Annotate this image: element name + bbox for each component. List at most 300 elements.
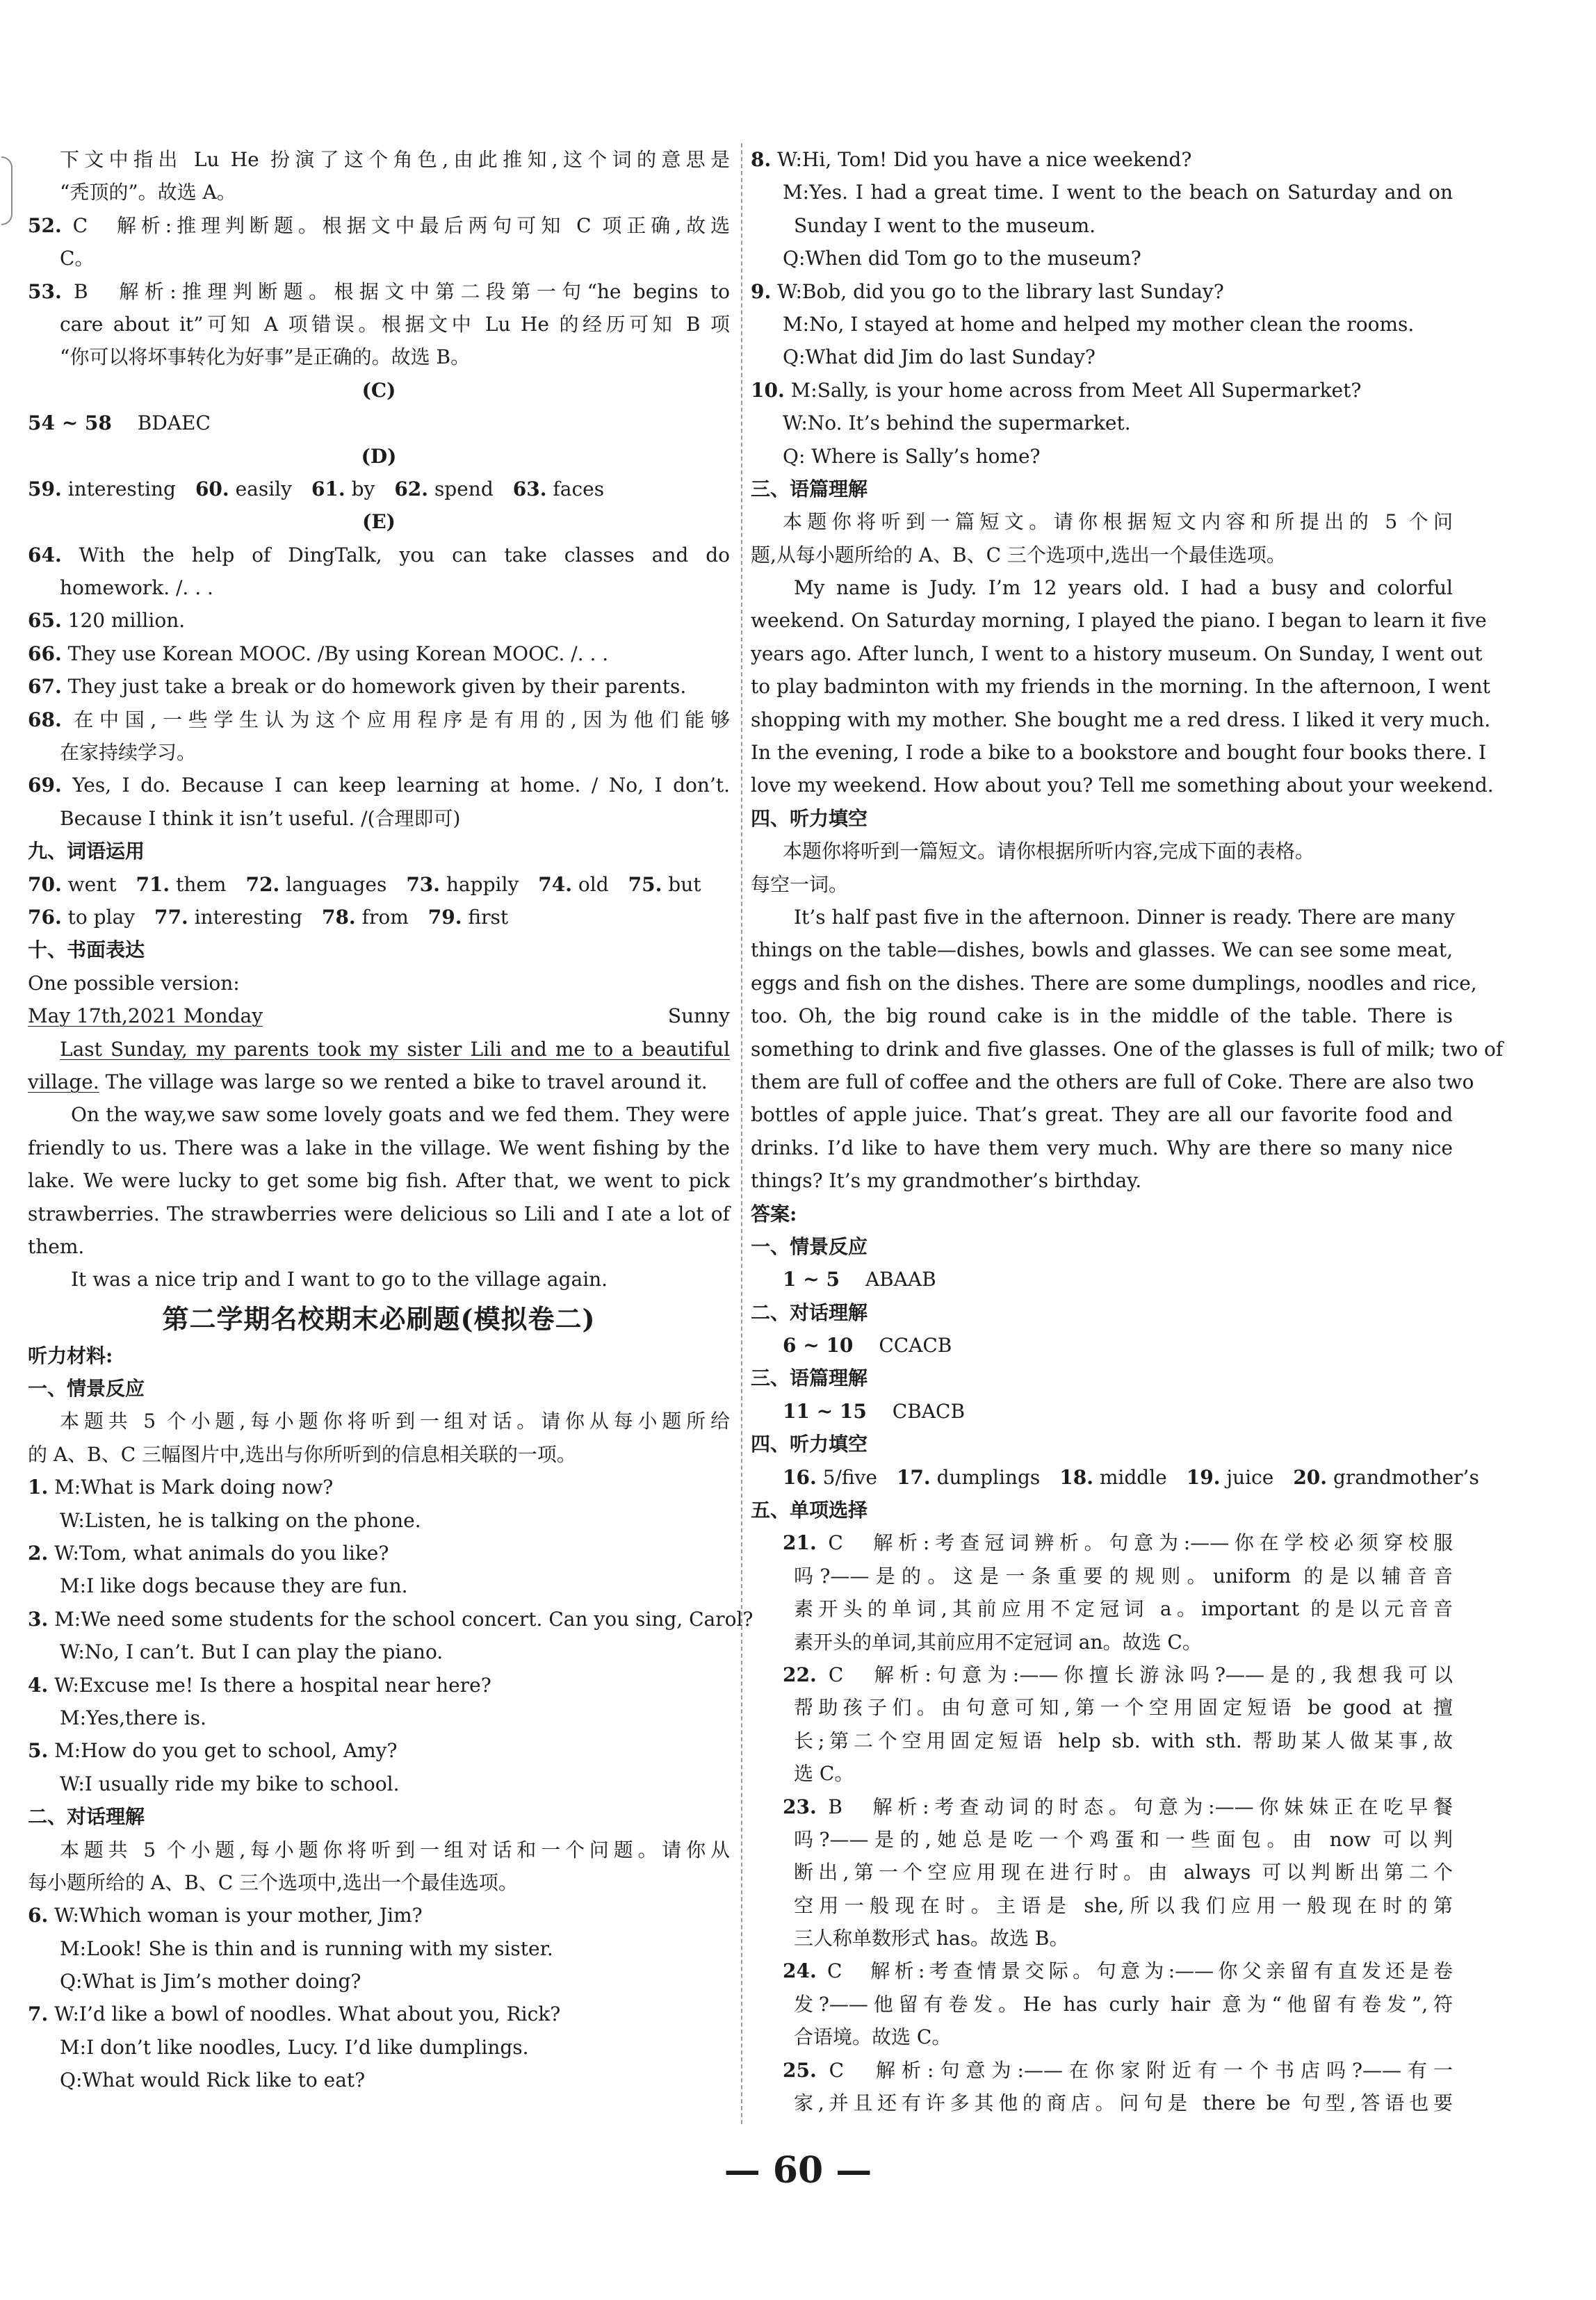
item-number: 73. bbox=[406, 872, 441, 896]
text-line bbox=[28, 1669, 730, 1702]
text-line bbox=[751, 1889, 1453, 1922]
text-span: W:Tom, what animals do you like? bbox=[54, 1542, 389, 1565]
section-heading bbox=[28, 835, 730, 867]
text-line bbox=[28, 802, 730, 835]
item-number: 79. bbox=[427, 905, 462, 929]
section-title: 第二学期名校期末必刷题(模拟卷二) bbox=[162, 1303, 596, 1335]
text-span: Q: Where is Sally’s home? bbox=[783, 444, 1041, 468]
item-number: 74. bbox=[538, 872, 572, 896]
text-line bbox=[28, 1866, 730, 1899]
text-line bbox=[28, 2064, 730, 2096]
text-span: 合语境。故选 C。 bbox=[794, 2025, 952, 2049]
text-line bbox=[751, 604, 1487, 637]
item-number: 8. bbox=[751, 148, 772, 171]
item-number: 3. bbox=[28, 1607, 49, 1631]
item-number: 6. bbox=[28, 1904, 49, 1927]
item-number: 2. bbox=[28, 1542, 49, 1565]
section-heading bbox=[751, 1428, 1453, 1460]
text-line bbox=[751, 2021, 1453, 2053]
text-span: 在中国,一些学生认为这个应用程序是有用的,因为他们能够 bbox=[74, 708, 730, 731]
text-line bbox=[28, 769, 730, 801]
text-line bbox=[28, 1932, 730, 1965]
text-span: 本题共 5 个小题,每小题你将听到一组对话。请你从每小题所给 bbox=[60, 1410, 730, 1433]
text-line bbox=[28, 1636, 730, 1668]
section-heading bbox=[28, 1800, 730, 1833]
text-span: 一、情景反应 bbox=[751, 1234, 868, 1258]
text-line bbox=[751, 2087, 1453, 2119]
text-line bbox=[28, 1899, 730, 1932]
text-span: 选 C。 bbox=[794, 1762, 854, 1786]
text-span: 5/five bbox=[822, 1465, 897, 1489]
text-span: spend bbox=[434, 477, 513, 500]
text-span: ABAAB bbox=[845, 1268, 936, 1291]
text-span: village. bbox=[28, 1070, 99, 1093]
text-span: weekend. On Saturday morning, I played the piano. I began to learn it five bbox=[751, 609, 1487, 633]
text-span: happily bbox=[446, 872, 539, 896]
text-line bbox=[28, 1000, 730, 1032]
text-span: lake. We were lucky to get some big fish. After that, we went to pick bbox=[28, 1169, 730, 1193]
text-span: them bbox=[176, 872, 246, 896]
text-span: friendly to us. There was a lake in the village. We went fishing by the bbox=[28, 1136, 730, 1159]
text-span: 二、对话理解 bbox=[28, 1805, 145, 1829]
text-span: “秃顶的”。故选 A。 bbox=[60, 181, 236, 204]
item-number: 20. bbox=[1293, 1465, 1328, 1489]
text-line bbox=[751, 505, 1453, 538]
text-line bbox=[751, 1164, 1453, 1197]
text-line bbox=[28, 473, 730, 505]
text-line bbox=[751, 901, 1453, 933]
text-span: 发?——他留有卷发。He has curly hair 意为“他留有卷发”,符 bbox=[794, 1992, 1453, 2016]
text-line bbox=[28, 1998, 730, 2030]
text-span: With the help of DingTalk, you can take classes and do bbox=[79, 543, 730, 566]
text-span: CCACB bbox=[859, 1334, 952, 1357]
text-line bbox=[28, 967, 730, 1000]
text-span: M:What is Mark doing now? bbox=[54, 1476, 334, 1499]
binding-mark bbox=[1, 156, 13, 225]
text-line bbox=[751, 308, 1453, 341]
item-number: 65. bbox=[28, 609, 62, 633]
text-span: Yes, I do. Because I can keep learning at home. / No, I don’t. bbox=[72, 774, 730, 797]
text-span: 听力材料: bbox=[28, 1344, 113, 1367]
text-line bbox=[751, 1592, 1453, 1625]
diary-date: May 17th,2021 Monday bbox=[28, 1004, 263, 1028]
text-span: 答案: bbox=[751, 1202, 797, 1225]
text-span: but bbox=[668, 872, 701, 896]
item-number: 1 ~ 5 bbox=[783, 1268, 840, 1291]
text-span: 家,并且还有许多其他的商店。问句是 there be 句型,答语也要 bbox=[794, 2091, 1453, 2115]
item-number: 66. bbox=[28, 642, 62, 665]
item-number: 69. bbox=[28, 774, 62, 797]
text-line bbox=[751, 407, 1453, 439]
text-span: 九、词语运用 bbox=[28, 840, 145, 863]
text-line bbox=[28, 143, 730, 176]
text-span: 空用一般现在时。主语是 she,所以我们应用一般现在时的第 bbox=[794, 1893, 1453, 1917]
text-span: B 解析:推理判断题。根据文中第二段第一句“he begins to bbox=[74, 279, 730, 303]
text-span: M:Sally, is your home across from Meet All Supermarket? bbox=[790, 378, 1362, 402]
text-span: 一、情景反应 bbox=[28, 1377, 145, 1401]
text-span: them. bbox=[28, 1234, 85, 1258]
text-line bbox=[751, 933, 1453, 966]
text-line bbox=[751, 1395, 1453, 1428]
text-span: W:Which woman is your mother, Jim? bbox=[54, 1904, 423, 1927]
text-line bbox=[751, 1922, 1453, 1955]
text-line bbox=[28, 604, 730, 637]
text-line bbox=[751, 1000, 1453, 1032]
item-number: 53. bbox=[28, 279, 62, 303]
item-number: 78. bbox=[321, 905, 356, 929]
text-span: strawberries. The strawberries were delicious so Lili and I ate a lot of bbox=[28, 1202, 730, 1225]
text-span: care about it”可知 A 项错误。根据文中 Lu He 的经历可知 B 项 bbox=[60, 312, 730, 336]
text-span: Sunday I went to the museum. bbox=[794, 213, 1096, 237]
item-number: 64. bbox=[28, 543, 62, 566]
text-line bbox=[751, 2054, 1453, 2087]
text-line bbox=[28, 901, 730, 933]
item-number: 16. bbox=[783, 1465, 817, 1489]
text-span: 的 A、B、C 三幅图片中,选出与你所听到的信息相关联的一项。 bbox=[28, 1442, 576, 1466]
text-span: W:No. It’s behind the supermarket. bbox=[783, 411, 1131, 435]
text-line bbox=[751, 637, 1483, 670]
text-span: C 解析:句意为:——在你家附近有一个书店吗?——有一 bbox=[829, 2058, 1453, 2082]
text-span: C 解析:推理判断题。根据文中最后两句可知 C 项正确,故选 bbox=[72, 213, 730, 237]
text-line bbox=[751, 1329, 1453, 1362]
text-span: too. Oh, the big round cake is in the middle of the table. There is bbox=[751, 1004, 1453, 1028]
text-span: One possible version: bbox=[28, 971, 240, 995]
text-span: W:Bob, did you go to the library last Sunday? bbox=[777, 279, 1224, 303]
text-span: easily bbox=[235, 477, 311, 500]
text-span: them are full of coffee and the others are full of Coke. There are also two bbox=[751, 1070, 1474, 1093]
text-line bbox=[28, 407, 730, 439]
text-line bbox=[751, 736, 1487, 769]
item-number: 17. bbox=[896, 1465, 931, 1489]
item-number: 70. bbox=[28, 872, 62, 896]
text-line bbox=[28, 1263, 730, 1296]
item-number: 1. bbox=[28, 1476, 49, 1499]
text-line bbox=[28, 571, 730, 604]
text-line bbox=[751, 1132, 1453, 1164]
section-heading bbox=[751, 1198, 1453, 1230]
text-span: homework. /. . . bbox=[60, 576, 213, 600]
text-line bbox=[751, 1691, 1453, 1724]
text-span: 帮助孩子们。由句意可知,第一个空用固定短语 be good at 擅 bbox=[794, 1696, 1453, 1720]
text-line bbox=[28, 1098, 730, 1131]
text-span: B 解析:考查动词的时态。句意为:——你妹妹正在吃早餐 bbox=[828, 1795, 1453, 1818]
text-line bbox=[751, 1626, 1453, 1658]
text-line bbox=[751, 703, 1491, 736]
text-line bbox=[751, 1263, 1453, 1296]
text-span: Q:What would Rick like to eat? bbox=[60, 2069, 366, 2092]
item-number: 63. bbox=[512, 477, 547, 500]
text-span: “你可以将坏事转化为好事”是正确的。故选 B。 bbox=[60, 345, 471, 369]
text-span: 本题你将听到一篇短文。请你根据所听内容,完成下面的表格。 bbox=[783, 840, 1314, 863]
text-span: to play bbox=[67, 905, 155, 929]
text-line bbox=[28, 1965, 730, 1998]
text-span: 吗?——是的。这是一条重要的规则。uniform 的是以辅音音 bbox=[794, 1564, 1453, 1588]
diary-weather: Sunny bbox=[667, 1004, 730, 1028]
text-span: middle bbox=[1099, 1465, 1187, 1489]
item-number: 9. bbox=[751, 279, 772, 303]
text-span: years ago. After lunch, I went to a history museum. On Sunday, I went out bbox=[751, 642, 1483, 665]
section-heading bbox=[751, 802, 1453, 835]
text-span: (D) bbox=[361, 444, 397, 468]
item-number: 7. bbox=[28, 2003, 49, 2026]
text-line bbox=[28, 242, 730, 275]
item-number: 77. bbox=[154, 905, 188, 929]
item-number: 59. bbox=[28, 477, 62, 500]
text-span: 三人称单数形式 has。故选 B。 bbox=[794, 1927, 1069, 1950]
text-span: M:Yes,there is. bbox=[60, 1706, 206, 1729]
text-line bbox=[751, 1988, 1453, 2021]
item-number: 6 ~ 10 bbox=[783, 1334, 854, 1357]
item-number: 62. bbox=[394, 477, 429, 500]
section-heading bbox=[28, 933, 730, 966]
text-line bbox=[28, 1834, 730, 1866]
text-line bbox=[28, 1603, 754, 1636]
text-span: eggs and fish on the dishes. There are some dumplings, noodles and rice, bbox=[751, 971, 1477, 995]
text-line bbox=[28, 1438, 730, 1471]
text-span: M:I like dogs because they are fun. bbox=[60, 1574, 408, 1598]
item-number: 61. bbox=[311, 477, 345, 500]
text-line bbox=[28, 1198, 730, 1230]
text-span: (E) bbox=[362, 510, 396, 534]
text-line bbox=[751, 1461, 1479, 1494]
item-number: 4. bbox=[28, 1673, 49, 1697]
text-line bbox=[751, 835, 1453, 867]
section-heading bbox=[751, 473, 1453, 505]
text-line bbox=[751, 967, 1477, 1000]
section-heading bbox=[751, 1296, 1453, 1329]
text-span: languages bbox=[286, 872, 407, 896]
text-span: 在家持续学习。 bbox=[60, 741, 197, 765]
text-line bbox=[28, 1132, 730, 1164]
item-number: 54 ~ 58 bbox=[28, 411, 112, 435]
item-number: 52. bbox=[28, 213, 62, 237]
item-number: 21. bbox=[783, 1531, 817, 1555]
text-span: W:I usually ride my bike to school. bbox=[60, 1772, 400, 1795]
text-line bbox=[751, 341, 1453, 373]
text-line bbox=[28, 440, 730, 473]
text-line bbox=[751, 242, 1453, 275]
text-span: Last Sunday, my parents took my sister Lili and me to a beautiful bbox=[60, 1037, 730, 1061]
text-line bbox=[28, 374, 730, 407]
text-span: 素开头的单词,其前应用不定冠词 a。important 的是以元音音 bbox=[794, 1597, 1453, 1621]
text-span: Q:What is Jim’s mother doing? bbox=[60, 1970, 361, 1993]
text-line bbox=[28, 1033, 730, 1066]
text-span: shopping with my mother. She bought me a red dress. I liked it very much. bbox=[751, 708, 1491, 731]
text-line bbox=[751, 176, 1453, 209]
text-span: 每空一词。 bbox=[751, 872, 849, 896]
text-span: BDAEC bbox=[117, 411, 211, 435]
text-span: faces bbox=[553, 477, 605, 500]
section-heading bbox=[751, 1230, 1453, 1263]
text-span: 长;第二个空用固定短语 help sb. with sth. 帮助某人做某事,故 bbox=[794, 1729, 1453, 1752]
text-line bbox=[751, 571, 1453, 604]
text-span: Q:When did Tom go to the museum? bbox=[783, 247, 1141, 270]
text-span: 本题共 5 个小题,每小题你将听到一组对话和一个问题。请你从 bbox=[60, 1838, 730, 1861]
text-span: M:How do you get to school, Amy? bbox=[54, 1739, 398, 1763]
text-span: Because I think it isn’t useful. /(合理即可) bbox=[60, 806, 461, 830]
text-line bbox=[28, 637, 730, 670]
text-span: 下文中指出 Lu He 扮演了这个角色,由此推知,这个词的意思是 bbox=[60, 148, 730, 171]
text-line bbox=[28, 703, 730, 736]
section-heading bbox=[751, 1362, 1453, 1394]
text-line bbox=[751, 1955, 1453, 1987]
item-number: 75. bbox=[628, 872, 662, 896]
item-number: 71. bbox=[136, 872, 170, 896]
text-line bbox=[751, 769, 1494, 801]
text-span: M:Yes. I had a great time. I went to the beach on Saturday and on bbox=[783, 181, 1453, 204]
text-span: (C) bbox=[361, 378, 396, 402]
text-span: grandmother’s bbox=[1333, 1465, 1479, 1489]
item-number: 25. bbox=[783, 2058, 817, 2082]
text-span: 三、语篇理解 bbox=[751, 477, 868, 500]
text-span: interesting bbox=[194, 905, 322, 929]
text-span: The village was large so we rented a bike to travel around it. bbox=[99, 1070, 708, 1093]
text-line bbox=[751, 1560, 1453, 1592]
text-span: My name is Judy. I’m 12 years old. I had a busy and colorful bbox=[794, 576, 1453, 600]
text-line bbox=[28, 1164, 730, 1197]
text-line bbox=[751, 1757, 1453, 1790]
text-span: 题,从每小题所给的 A、B、C 三个选项中,选出一个最佳选项。 bbox=[751, 543, 1286, 566]
text-span: 吗?——是的,她总是吃一个鸡蛋和一些面包。由 now 可以判 bbox=[794, 1827, 1453, 1851]
text-span: W:Hi, Tom! Did you have a nice weekend? bbox=[777, 148, 1192, 171]
text-span: CBACB bbox=[872, 1399, 966, 1423]
text-span: interesting bbox=[67, 477, 195, 500]
text-line bbox=[751, 1033, 1504, 1066]
text-line bbox=[751, 1823, 1453, 1856]
text-span: C 解析:考查情景交际。句意为:——你父亲留有直发还是卷 bbox=[827, 1959, 1453, 1983]
text-line bbox=[751, 1856, 1453, 1889]
item-number: 72. bbox=[245, 872, 280, 896]
text-line bbox=[751, 539, 1453, 571]
text-span: love my weekend. How about you? Tell me something about your weekend. bbox=[751, 774, 1494, 797]
text-line bbox=[28, 1537, 730, 1569]
item-number: 67. bbox=[28, 675, 62, 699]
text-span: 三、语篇理解 bbox=[751, 1367, 868, 1390]
text-span: 二、对话理解 bbox=[751, 1300, 868, 1324]
text-line bbox=[28, 539, 730, 571]
item-number: 5. bbox=[28, 1739, 49, 1763]
text-span: 断出,第一个空应用现在进行时。由 always 可以判断出第二个 bbox=[794, 1861, 1453, 1884]
text-span: 本题你将听到一篇短文。请你根据短文内容和所提出的 5 个问 bbox=[783, 510, 1453, 534]
text-line bbox=[751, 275, 1453, 308]
text-span: They just take a break or do homework given by their parents. bbox=[67, 675, 687, 699]
left-column bbox=[28, 143, 754, 2097]
item-number: 11 ~ 15 bbox=[783, 1399, 867, 1423]
text-span: W:Excuse me! Is there a hospital near here? bbox=[54, 1673, 491, 1697]
text-line bbox=[28, 209, 730, 242]
item-number: 68. bbox=[28, 708, 62, 731]
text-span: On the way,we saw some lovely goats and we fed them. They were bbox=[71, 1103, 730, 1127]
text-line bbox=[28, 1768, 730, 1800]
text-line bbox=[28, 176, 730, 209]
text-span: first bbox=[468, 905, 509, 929]
text-span: Q:What did Jim do last Sunday? bbox=[783, 345, 1096, 369]
text-span: It’s half past five in the afternoon. Dinner is ready. There are many bbox=[794, 905, 1455, 929]
text-span: juice bbox=[1226, 1465, 1294, 1489]
text-span: drinks. I’d like to have them very much. Why are there so many nice bbox=[751, 1136, 1453, 1159]
section-heading bbox=[28, 1339, 730, 1372]
text-line bbox=[28, 275, 730, 308]
text-line bbox=[28, 308, 730, 341]
text-line bbox=[28, 1471, 730, 1503]
text-span: W:No, I can’t. But I can play the piano. bbox=[60, 1640, 443, 1664]
text-line bbox=[751, 1724, 1453, 1757]
text-line bbox=[28, 1569, 730, 1602]
text-span: W:I’d like a bowl of noodles. What about you, Rick? bbox=[54, 2003, 561, 2026]
item-number: 19. bbox=[1186, 1465, 1221, 1489]
text-span: 四、听力填空 bbox=[751, 1433, 868, 1456]
text-line bbox=[28, 1504, 730, 1537]
text-line bbox=[28, 670, 730, 703]
text-line bbox=[28, 868, 730, 901]
column-divider bbox=[741, 143, 742, 2124]
text-span: In the evening, I rode a bike to a bookstore and bought four books there. I bbox=[751, 741, 1487, 765]
text-span: M:I don’t like noodles, Lucy. I’d like dumplings. bbox=[60, 2035, 529, 2059]
text-line bbox=[28, 505, 730, 538]
text-span: dumplings bbox=[936, 1465, 1060, 1489]
text-line bbox=[751, 440, 1453, 473]
text-span: went bbox=[67, 872, 136, 896]
text-span: It was a nice trip and I want to go to the village again. bbox=[71, 1268, 608, 1291]
text-line bbox=[751, 1791, 1453, 1823]
text-line bbox=[751, 209, 1453, 242]
text-span: to play badminton with my friends in the morning. In the afternoon, I went bbox=[751, 675, 1490, 699]
page-number: — 60 — bbox=[724, 2149, 872, 2192]
text-line bbox=[751, 143, 1453, 176]
text-span: 四、听力填空 bbox=[751, 806, 868, 830]
text-line bbox=[28, 2031, 730, 2064]
item-number: 60. bbox=[195, 477, 229, 500]
text-line bbox=[751, 670, 1490, 703]
text-span: something to drink and five glasses. One of the glasses is full of milk; two of bbox=[751, 1037, 1504, 1061]
text-span: M:No, I stayed at home and helped my mother clean the rooms. bbox=[783, 312, 1415, 336]
text-span: things? It’s my grandmother’s birthday. bbox=[751, 1169, 1142, 1193]
text-span: things on the table—dishes, bowls and glasses. We can see some meat, bbox=[751, 938, 1453, 962]
text-line bbox=[751, 1098, 1453, 1131]
section-heading bbox=[751, 1494, 1453, 1526]
text-span: by bbox=[351, 477, 395, 500]
text-span: 五、单项选择 bbox=[751, 1499, 868, 1522]
text-span: 120 million. bbox=[67, 609, 186, 633]
section-heading bbox=[28, 1372, 730, 1405]
item-number: 23. bbox=[783, 1795, 817, 1818]
text-line bbox=[751, 868, 1453, 901]
text-line bbox=[28, 1405, 730, 1437]
text-line bbox=[28, 1734, 730, 1767]
right-column bbox=[751, 143, 1504, 2119]
text-line bbox=[28, 736, 730, 769]
text-span: bottles of apple juice. That’s great. They are all our favorite food and bbox=[751, 1103, 1453, 1127]
text-span: C 解析:句意为:——你擅长游泳吗?——是的,我想我可以 bbox=[828, 1663, 1453, 1686]
text-line bbox=[751, 1526, 1453, 1559]
text-line bbox=[28, 1230, 730, 1263]
text-span: M:Look! She is thin and is running with my sister. bbox=[60, 1936, 553, 1960]
item-number: 24. bbox=[783, 1959, 817, 1983]
text-line bbox=[751, 374, 1453, 407]
text-span: old bbox=[578, 872, 628, 896]
text-span: 素开头的单词,其前应用不定冠词 an。故选 C。 bbox=[794, 1630, 1202, 1654]
item-number: 18. bbox=[1059, 1465, 1093, 1489]
text-span: C 解析:考查冠词辨析。句意为:——你在学校必须穿校服 bbox=[828, 1531, 1453, 1555]
text-span: 每小题所给的 A、B、C 三个选项中,选出一个最佳选项。 bbox=[28, 1870, 518, 1894]
item-number: 22. bbox=[783, 1663, 817, 1686]
text-span: M:We need some students for the school concert. Can you sing, Carol? bbox=[54, 1607, 754, 1631]
item-number: 76. bbox=[28, 905, 62, 929]
text-span: 十、书面表达 bbox=[28, 938, 145, 962]
text-line bbox=[28, 341, 730, 373]
text-span: W:Listen, he is talking on the phone. bbox=[60, 1508, 421, 1532]
text-line bbox=[751, 1658, 1453, 1691]
